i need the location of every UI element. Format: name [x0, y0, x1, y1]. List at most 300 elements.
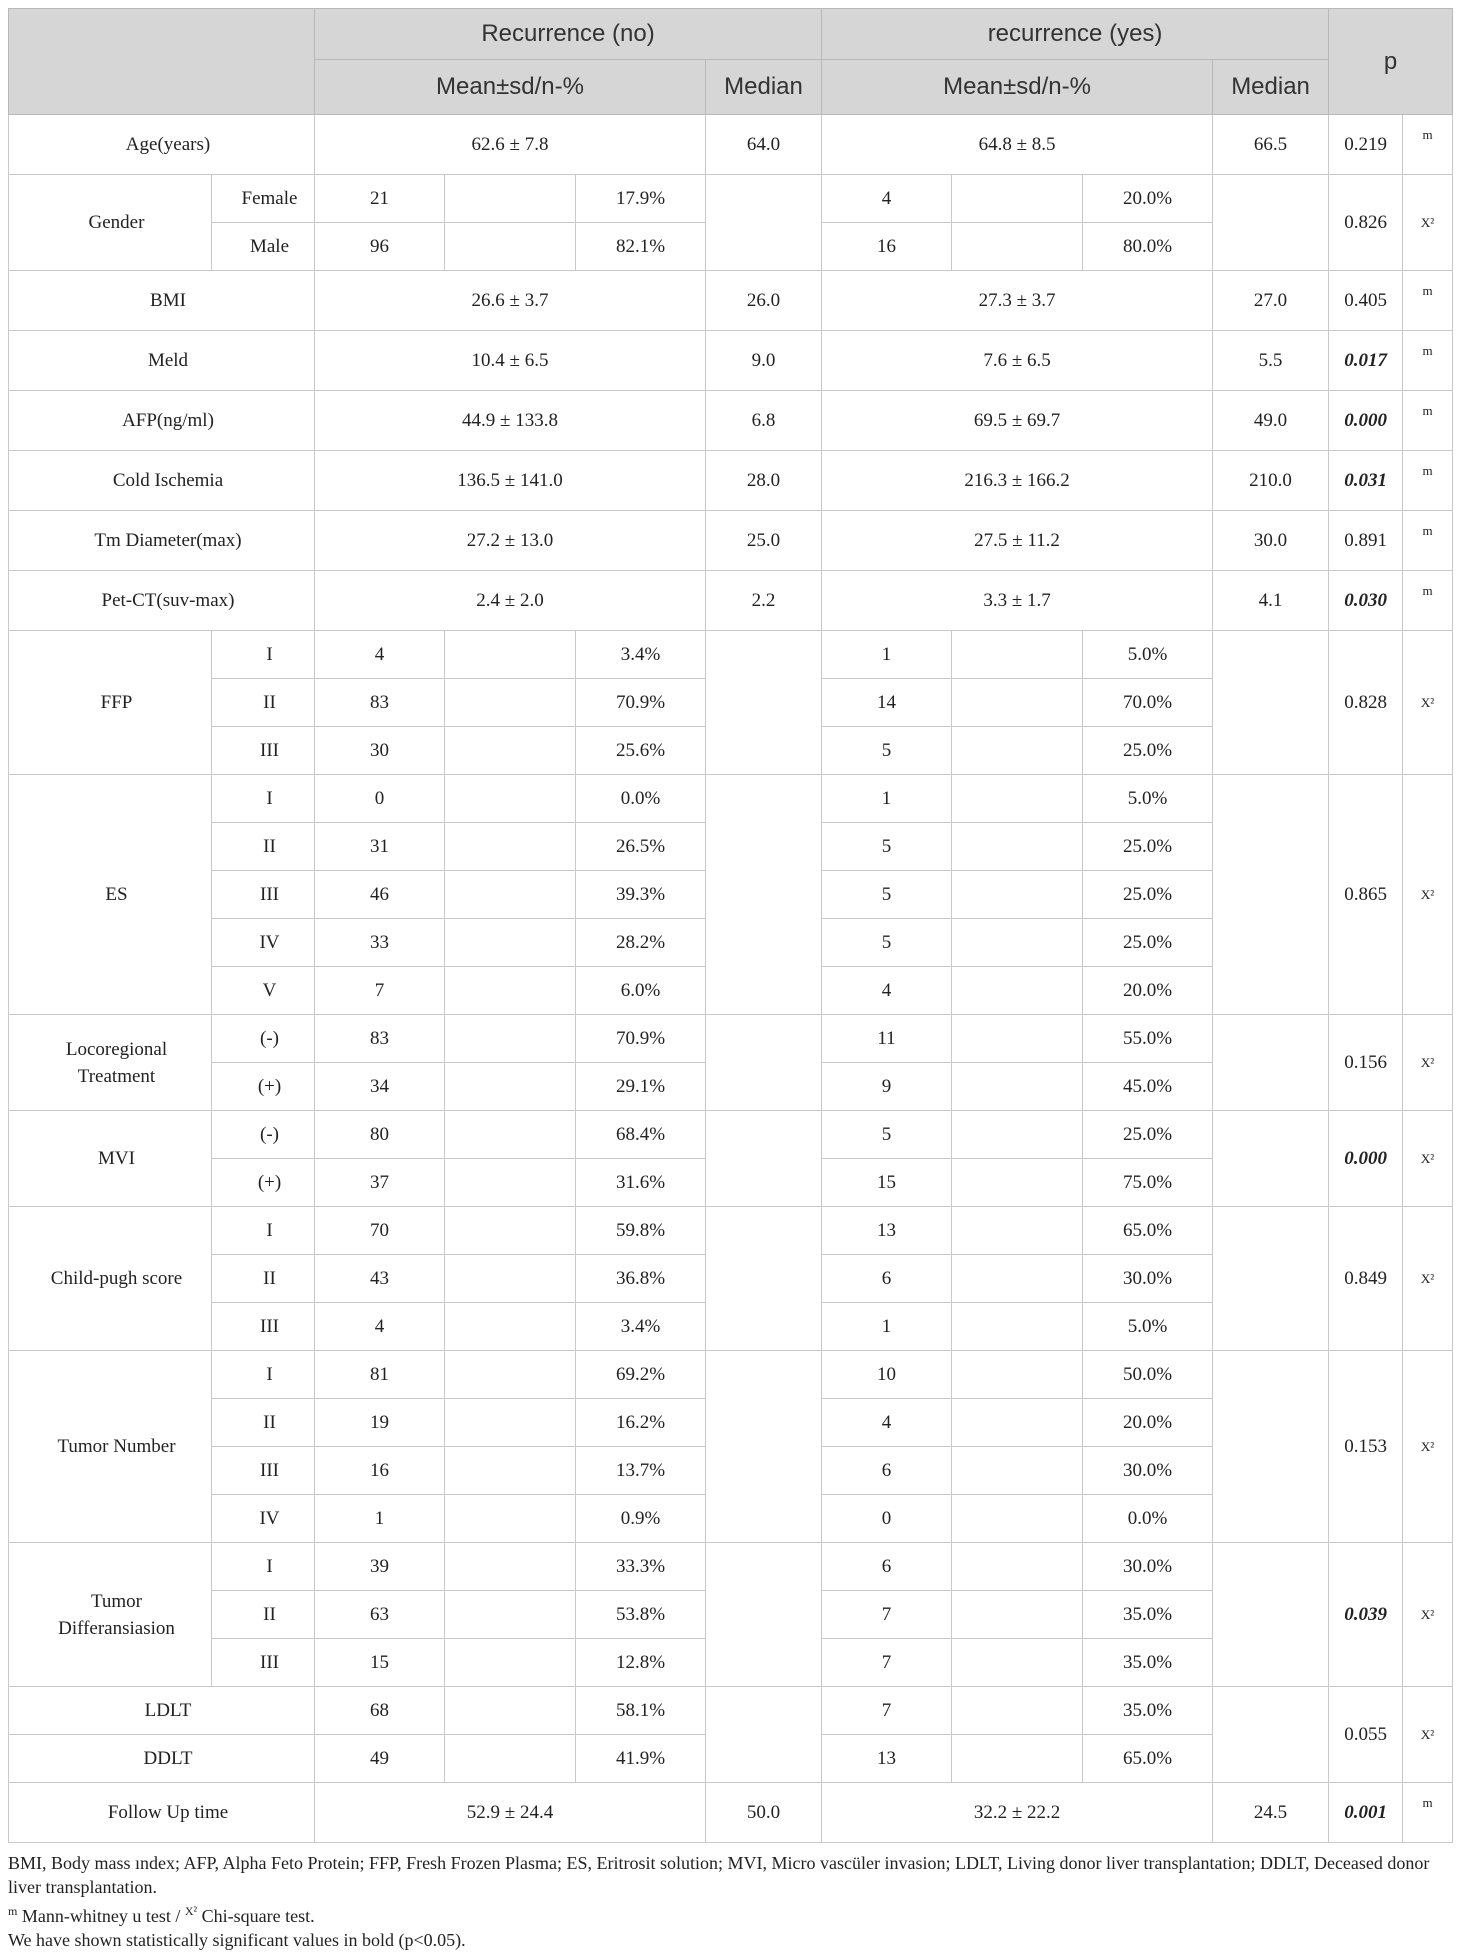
sub-label: I — [212, 631, 315, 679]
row-label: Pet-CT(suv-max) — [9, 571, 315, 631]
pct-yes: 80.0% — [1083, 223, 1213, 271]
blank-cell — [952, 1159, 1083, 1207]
blank-cell — [952, 1015, 1083, 1063]
n-no: 96 — [315, 223, 445, 271]
n-yes: 11 — [822, 1015, 952, 1063]
sub-label: (+) — [212, 1063, 315, 1111]
median-no — [706, 1111, 822, 1207]
sub-label: II — [212, 679, 315, 727]
pct-no: 31.6% — [576, 1159, 706, 1207]
median-no — [706, 175, 822, 271]
blank-cell — [445, 1111, 576, 1159]
row-label — [9, 1015, 212, 1111]
header-mean-no: Mean±sd/n-% — [315, 60, 706, 115]
table-row — [9, 391, 1453, 451]
pct-no: 3.4% — [576, 1303, 706, 1351]
n-no: 37 — [315, 1159, 445, 1207]
pct-no: 0.0% — [576, 775, 706, 823]
n-yes: 6 — [822, 1543, 952, 1591]
pct-no: 33.3% — [576, 1543, 706, 1591]
p-value: 0.826 — [1329, 175, 1403, 271]
header-blank — [9, 9, 315, 115]
pct-yes: 5.0% — [1083, 631, 1213, 679]
blank-cell — [445, 1735, 576, 1783]
sub-label: I — [212, 775, 315, 823]
n-yes: 10 — [822, 1351, 952, 1399]
table-row — [9, 1687, 1453, 1735]
test-x-text: Chi-square test. — [197, 1906, 315, 1926]
n-no: 0 — [315, 775, 445, 823]
row-label: Age(years) — [9, 115, 315, 175]
n-yes: 4 — [822, 1399, 952, 1447]
n-yes: 6 — [822, 1447, 952, 1495]
n-no: 30 — [315, 727, 445, 775]
row-label: ES — [9, 775, 212, 1015]
test-marker: X² — [1403, 1351, 1453, 1543]
row-label: Tm Diameter(max) — [9, 511, 315, 571]
sub-label: I — [212, 1351, 315, 1399]
pct-yes: 35.0% — [1083, 1687, 1213, 1735]
mean-yes: 3.3 ± 1.7 — [822, 571, 1213, 631]
pct-yes: 30.0% — [1083, 1543, 1213, 1591]
pct-yes: 0.0% — [1083, 1495, 1213, 1543]
row-label-line-1: Locoregional — [65, 1038, 168, 1060]
results-table — [8, 8, 1453, 1843]
p-value: 0.031 — [1329, 451, 1403, 511]
median-no: 25.0 — [706, 511, 822, 571]
median-yes — [1213, 775, 1329, 1015]
p-value: 0.153 — [1329, 1351, 1403, 1543]
test-marker: m — [1403, 271, 1453, 331]
median-no: 64.0 — [706, 115, 822, 175]
test-marker: X² — [1403, 1111, 1453, 1207]
n-yes: 7 — [822, 1687, 952, 1735]
n-no: 4 — [315, 631, 445, 679]
table-row — [9, 1015, 1453, 1063]
mean-no: 2.4 ± 2.0 — [315, 571, 706, 631]
blank-cell — [445, 1303, 576, 1351]
table-row — [9, 271, 1453, 331]
median-yes: 49.0 — [1213, 391, 1329, 451]
sub-label: II — [212, 823, 315, 871]
pct-no: 25.6% — [576, 727, 706, 775]
row-label: Child-pugh score — [9, 1207, 212, 1351]
test-m-marker: m — [8, 1904, 18, 1918]
n-yes: 7 — [822, 1639, 952, 1687]
pct-no: 68.4% — [576, 1111, 706, 1159]
n-yes: 5 — [822, 1111, 952, 1159]
mean-yes: 27.5 ± 11.2 — [822, 511, 1213, 571]
pct-yes: 25.0% — [1083, 871, 1213, 919]
sub-label: III — [212, 1303, 315, 1351]
row-label-line-2: Differansiasion — [58, 1617, 175, 1639]
median-no: 26.0 — [706, 271, 822, 331]
n-no: 19 — [315, 1399, 445, 1447]
n-no: 46 — [315, 871, 445, 919]
pct-yes: 50.0% — [1083, 1351, 1213, 1399]
median-yes — [1213, 1111, 1329, 1207]
n-yes: 13 — [822, 1735, 952, 1783]
blank-cell — [952, 967, 1083, 1015]
pct-no: 82.1% — [576, 223, 706, 271]
row-label: Cold Ischemia — [9, 451, 315, 511]
table-row — [9, 1351, 1453, 1399]
median-no — [706, 775, 822, 1015]
p-value: 0.219 — [1329, 115, 1403, 175]
header-median-yes: Median — [1213, 60, 1329, 115]
mean-no: 52.9 ± 24.4 — [315, 1783, 706, 1843]
blank-cell — [445, 1351, 576, 1399]
table-footnotes — [8, 1851, 1452, 1952]
blank-cell — [952, 727, 1083, 775]
median-yes: 5.5 — [1213, 331, 1329, 391]
test-marker: X² — [1403, 1543, 1453, 1687]
table-row — [9, 175, 1453, 223]
pct-yes: 5.0% — [1083, 1303, 1213, 1351]
sub-label: II — [212, 1255, 315, 1303]
pct-yes: 25.0% — [1083, 1111, 1213, 1159]
median-yes: 66.5 — [1213, 115, 1329, 175]
blank-cell — [952, 1639, 1083, 1687]
median-no: 6.8 — [706, 391, 822, 451]
mean-yes: 216.3 ± 166.2 — [822, 451, 1213, 511]
n-yes: 0 — [822, 1495, 952, 1543]
median-yes — [1213, 175, 1329, 271]
table-row — [9, 1207, 1453, 1255]
n-yes: 5 — [822, 823, 952, 871]
pct-yes: 25.0% — [1083, 727, 1213, 775]
table-row — [9, 775, 1453, 823]
mean-no: 10.4 ± 6.5 — [315, 331, 706, 391]
n-yes: 4 — [822, 175, 952, 223]
pct-yes: 75.0% — [1083, 1159, 1213, 1207]
test-marker: m — [1403, 571, 1453, 631]
median-no — [706, 1351, 822, 1543]
pct-no: 3.4% — [576, 631, 706, 679]
blank-cell — [445, 871, 576, 919]
blank-cell — [952, 1111, 1083, 1159]
pct-no: 36.8% — [576, 1255, 706, 1303]
sub-label: Female — [212, 175, 315, 223]
n-no: 39 — [315, 1543, 445, 1591]
median-yes: 27.0 — [1213, 271, 1329, 331]
blank-cell — [445, 1159, 576, 1207]
header-mean-yes: Mean±sd/n-% — [822, 60, 1213, 115]
sub-label: IV — [212, 1495, 315, 1543]
blank-cell — [952, 1351, 1083, 1399]
test-marker: m — [1403, 331, 1453, 391]
pct-yes: 20.0% — [1083, 1399, 1213, 1447]
n-yes: 13 — [822, 1207, 952, 1255]
sub-label: Male — [212, 223, 315, 271]
pct-no: 17.9% — [576, 175, 706, 223]
p-value: 0.865 — [1329, 775, 1403, 1015]
mean-no: 26.6 ± 3.7 — [315, 271, 706, 331]
p-value: 0.017 — [1329, 331, 1403, 391]
sub-label: III — [212, 727, 315, 775]
blank-cell — [952, 1255, 1083, 1303]
blank-cell — [952, 775, 1083, 823]
n-yes: 7 — [822, 1591, 952, 1639]
table-row — [9, 115, 1453, 175]
median-yes — [1213, 1015, 1329, 1111]
row-label: Follow Up time — [9, 1783, 315, 1843]
blank-cell — [445, 679, 576, 727]
n-yes: 15 — [822, 1159, 952, 1207]
blank-cell — [445, 1543, 576, 1591]
test-marker: m — [1403, 391, 1453, 451]
row-label: MVI — [9, 1111, 212, 1207]
pct-no: 28.2% — [576, 919, 706, 967]
p-value: 0.001 — [1329, 1783, 1403, 1843]
median-yes — [1213, 1351, 1329, 1543]
n-no: 81 — [315, 1351, 445, 1399]
blank-cell — [445, 1447, 576, 1495]
test-marker: X² — [1403, 775, 1453, 1015]
n-yes: 1 — [822, 1303, 952, 1351]
blank-cell — [952, 919, 1083, 967]
row-label-line-2: Treatment — [77, 1065, 156, 1087]
blank-cell — [952, 823, 1083, 871]
n-no: 80 — [315, 1111, 445, 1159]
median-yes: 24.5 — [1213, 1783, 1329, 1843]
blank-cell — [952, 1543, 1083, 1591]
n-no: 83 — [315, 679, 445, 727]
blank-cell — [445, 1399, 576, 1447]
mean-yes: 7.6 ± 6.5 — [822, 331, 1213, 391]
sub-label: V — [212, 967, 315, 1015]
sub-label: (-) — [212, 1111, 315, 1159]
n-yes: 16 — [822, 223, 952, 271]
n-no: 1 — [315, 1495, 445, 1543]
pct-no: 53.8% — [576, 1591, 706, 1639]
n-no: 7 — [315, 967, 445, 1015]
n-yes: 5 — [822, 727, 952, 775]
median-no — [706, 1543, 822, 1687]
sub-label: IV — [212, 919, 315, 967]
n-no: 68 — [315, 1687, 445, 1735]
test-note — [8, 1899, 1452, 1928]
blank-cell — [952, 1495, 1083, 1543]
mean-yes: 64.8 ± 8.5 — [822, 115, 1213, 175]
n-yes: 1 — [822, 631, 952, 679]
pct-yes: 65.0% — [1083, 1207, 1213, 1255]
n-no: 21 — [315, 175, 445, 223]
p-value: 0.828 — [1329, 631, 1403, 775]
test-marker: X² — [1403, 1015, 1453, 1111]
sub-label: III — [212, 1639, 315, 1687]
sub-label: I — [212, 1207, 315, 1255]
header-recurrence-yes: recurrence (yes) — [822, 9, 1329, 60]
row-label: DDLT — [9, 1735, 315, 1783]
test-marker: m — [1403, 511, 1453, 571]
row-label: FFP — [9, 631, 212, 775]
p-value: 0.055 — [1329, 1687, 1403, 1783]
pct-yes: 35.0% — [1083, 1639, 1213, 1687]
pct-yes: 30.0% — [1083, 1255, 1213, 1303]
n-yes: 9 — [822, 1063, 952, 1111]
mean-yes: 27.3 ± 3.7 — [822, 271, 1213, 331]
median-no — [706, 1687, 822, 1783]
median-no: 2.2 — [706, 571, 822, 631]
mean-no: 62.6 ± 7.8 — [315, 115, 706, 175]
sub-label: I — [212, 1543, 315, 1591]
median-no: 50.0 — [706, 1783, 822, 1843]
test-marker: X² — [1403, 631, 1453, 775]
table-row — [9, 1783, 1453, 1843]
pct-no: 12.8% — [576, 1639, 706, 1687]
pct-no: 29.1% — [576, 1063, 706, 1111]
p-value: 0.039 — [1329, 1543, 1403, 1687]
blank-cell — [445, 727, 576, 775]
median-yes: 30.0 — [1213, 511, 1329, 571]
n-no: 43 — [315, 1255, 445, 1303]
test-marker: m — [1403, 115, 1453, 175]
pct-yes: 70.0% — [1083, 679, 1213, 727]
n-no: 63 — [315, 1591, 445, 1639]
p-value: 0.405 — [1329, 271, 1403, 331]
pct-no: 69.2% — [576, 1351, 706, 1399]
sub-label: (+) — [212, 1159, 315, 1207]
blank-cell — [952, 223, 1083, 271]
p-value: 0.000 — [1329, 391, 1403, 451]
blank-cell — [952, 1735, 1083, 1783]
blank-cell — [952, 1303, 1083, 1351]
blank-cell — [952, 1447, 1083, 1495]
n-no: 33 — [315, 919, 445, 967]
table-row — [9, 571, 1453, 631]
pct-no: 13.7% — [576, 1447, 706, 1495]
blank-cell — [445, 967, 576, 1015]
p-value: 0.030 — [1329, 571, 1403, 631]
blank-cell — [445, 223, 576, 271]
pct-no: 59.8% — [576, 1207, 706, 1255]
blank-cell — [952, 1063, 1083, 1111]
pct-yes: 45.0% — [1083, 1063, 1213, 1111]
sub-label: III — [212, 1447, 315, 1495]
blank-cell — [952, 1687, 1083, 1735]
median-no — [706, 631, 822, 775]
table-row — [9, 1543, 1453, 1591]
blank-cell — [445, 1495, 576, 1543]
median-yes: 4.1 — [1213, 571, 1329, 631]
test-x-marker: X² — [184, 1904, 198, 1918]
sub-label: II — [212, 1591, 315, 1639]
pct-no: 16.2% — [576, 1399, 706, 1447]
blank-cell — [952, 175, 1083, 223]
mean-no: 44.9 ± 133.8 — [315, 391, 706, 451]
test-marker: m — [1403, 1783, 1453, 1843]
row-label — [9, 1543, 212, 1687]
p-value: 0.000 — [1329, 1111, 1403, 1207]
p-value: 0.891 — [1329, 511, 1403, 571]
n-no: 31 — [315, 823, 445, 871]
blank-cell — [952, 1207, 1083, 1255]
pct-no: 70.9% — [576, 679, 706, 727]
median-yes: 210.0 — [1213, 451, 1329, 511]
mean-yes: 32.2 ± 22.2 — [822, 1783, 1213, 1843]
significance-note: We have shown statistically significant values in bold (p<0.05). — [8, 1930, 466, 1950]
table-container — [8, 8, 1452, 1952]
row-label-line-1: Tumor — [90, 1590, 143, 1612]
pct-no: 39.3% — [576, 871, 706, 919]
pct-yes: 5.0% — [1083, 775, 1213, 823]
pct-no: 26.5% — [576, 823, 706, 871]
median-no: 9.0 — [706, 331, 822, 391]
blank-cell — [445, 1207, 576, 1255]
n-yes: 5 — [822, 871, 952, 919]
mean-yes: 69.5 ± 69.7 — [822, 391, 1213, 451]
test-marker: X² — [1403, 175, 1453, 271]
blank-cell — [445, 1063, 576, 1111]
n-no: 4 — [315, 1303, 445, 1351]
blank-cell — [952, 1399, 1083, 1447]
row-label: BMI — [9, 271, 315, 331]
n-yes: 1 — [822, 775, 952, 823]
row-label: AFP(ng/ml) — [9, 391, 315, 451]
abbreviations-note: BMI, Body mass ındex; AFP, Alpha Feto Protein; FFP, Fresh Frozen Plasma; ES, Eritrosit solution; MVI, Micro vascüler invasion; LDLT, Living donor liver transplantation; DDLT, Deceased donor liver transplantation. — [8, 1853, 1430, 1897]
test-m-text: Mann-whitney u test / — [17, 1906, 185, 1926]
pct-yes: 55.0% — [1083, 1015, 1213, 1063]
n-no: 83 — [315, 1015, 445, 1063]
blank-cell — [445, 1591, 576, 1639]
blank-cell — [445, 1687, 576, 1735]
test-marker: X² — [1403, 1687, 1453, 1783]
blank-cell — [952, 1591, 1083, 1639]
pct-no: 58.1% — [576, 1687, 706, 1735]
blank-cell — [445, 823, 576, 871]
blank-cell — [952, 679, 1083, 727]
blank-cell — [445, 175, 576, 223]
n-no: 70 — [315, 1207, 445, 1255]
table-row — [9, 331, 1453, 391]
median-no — [706, 1015, 822, 1111]
blank-cell — [445, 1255, 576, 1303]
sub-label: II — [212, 1399, 315, 1447]
blank-cell — [445, 775, 576, 823]
median-yes — [1213, 1687, 1329, 1783]
blank-cell — [952, 871, 1083, 919]
header-p: p — [1329, 9, 1453, 115]
header-recurrence-no: Recurrence (no) — [315, 9, 822, 60]
row-label: LDLT — [9, 1687, 315, 1735]
pct-yes: 35.0% — [1083, 1591, 1213, 1639]
median-no — [706, 1207, 822, 1351]
table-row — [9, 1111, 1453, 1159]
row-label: Tumor Number — [9, 1351, 212, 1543]
blank-cell — [445, 1015, 576, 1063]
median-yes — [1213, 1207, 1329, 1351]
table-row — [9, 631, 1453, 679]
median-yes — [1213, 1543, 1329, 1687]
pct-no: 41.9% — [576, 1735, 706, 1783]
blank-cell — [445, 919, 576, 967]
test-marker: m — [1403, 451, 1453, 511]
sub-label: (-) — [212, 1015, 315, 1063]
n-yes: 4 — [822, 967, 952, 1015]
n-yes: 6 — [822, 1255, 952, 1303]
n-yes: 5 — [822, 919, 952, 967]
blank-cell — [445, 631, 576, 679]
test-marker: X² — [1403, 1207, 1453, 1351]
sub-label: III — [212, 871, 315, 919]
median-yes — [1213, 631, 1329, 775]
mean-no: 27.2 ± 13.0 — [315, 511, 706, 571]
p-value: 0.156 — [1329, 1015, 1403, 1111]
pct-yes: 30.0% — [1083, 1447, 1213, 1495]
n-no: 15 — [315, 1639, 445, 1687]
pct-yes: 65.0% — [1083, 1735, 1213, 1783]
